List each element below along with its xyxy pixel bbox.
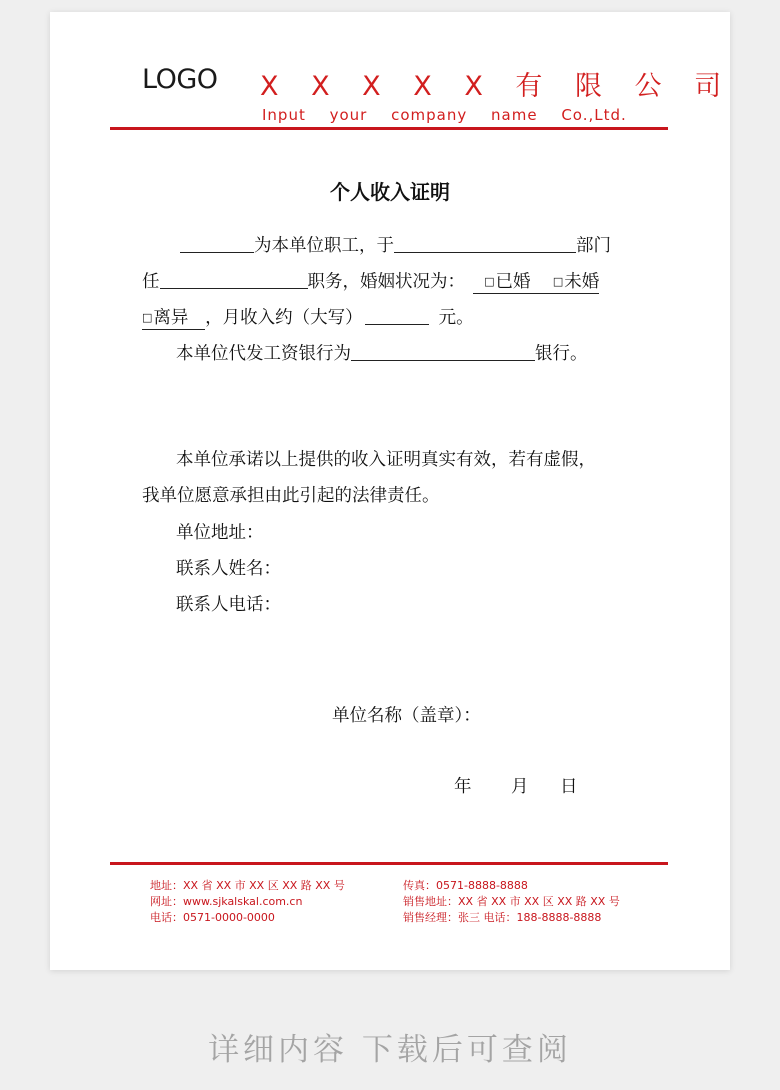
- bank-label: 本单位代发工资银行为: [176, 344, 351, 364]
- employee-name-blank[interactable]: [180, 232, 254, 253]
- header-divider: [110, 127, 668, 130]
- checkbox-icon[interactable]: □: [142, 311, 153, 324]
- address-label: 单位地址：: [176, 523, 264, 543]
- option-married: 已婚: [495, 272, 531, 292]
- bank-suffix: 银行。: [535, 344, 588, 364]
- department-blank[interactable]: [394, 232, 576, 253]
- checkbox-icon[interactable]: □: [552, 275, 564, 288]
- pledge-line-1: 本单位承诺以上提供的收入证明真实有效，若有虚假，: [176, 450, 596, 470]
- document-title: 个人收入证明: [330, 180, 450, 204]
- checkbox-icon[interactable]: □: [484, 275, 495, 288]
- seal-label: 单位名称（盖章）：: [332, 706, 481, 726]
- position-blank[interactable]: [160, 268, 308, 289]
- company-name-en: Input your company name Co.,Ltd.: [262, 106, 627, 123]
- employee-line-text: 为本单位职工，于: [254, 236, 394, 256]
- option-unmarried: 未婚: [564, 272, 600, 292]
- option-divorced: 离异: [153, 308, 189, 328]
- download-note: 详细内容 下载后可查阅: [208, 1032, 572, 1068]
- footer-sales-manager: 销售经理：张三 电话：188-8888-8888: [403, 911, 602, 924]
- logo: LOGO: [142, 64, 218, 95]
- bank-blank[interactable]: [351, 340, 535, 361]
- date-year: 年: [454, 777, 472, 797]
- department-suffix: 部门: [576, 236, 611, 256]
- marital-options: [473, 272, 599, 294]
- income-label: ，月收入约（大写）: [205, 308, 363, 328]
- pledge-line-2: 我单位愿意承担由此引起的法律责任。: [142, 486, 440, 506]
- income-unit: 元。: [438, 308, 474, 328]
- date-month: 月: [511, 777, 529, 797]
- footer-address: 地址：XX 省 XX 市 XX 区 XX 路 XX 号: [150, 879, 345, 892]
- income-blank[interactable]: [365, 304, 429, 325]
- footer-sales-address: 销售地址：XX 省 XX 市 XX 区 XX 路 XX 号: [403, 895, 620, 908]
- marital-status-label: 职务，婚姻状况为：: [307, 272, 465, 292]
- footer-website: 网址：www.sjkalskal.com.cn: [150, 895, 303, 908]
- position-line: [142, 268, 599, 294]
- position-prefix: 任: [142, 272, 160, 292]
- company-name: X X X X X 有 限 公 司: [260, 71, 734, 102]
- document-page: [50, 12, 734, 970]
- date-day: 日: [560, 777, 578, 797]
- employee-line: [180, 232, 611, 258]
- income-line: [142, 304, 474, 330]
- bank-line: [176, 340, 588, 366]
- footer-phone: 电话：0571-0000-0000: [150, 911, 275, 924]
- contact-phone-label: 联系人电话：: [176, 595, 281, 615]
- contact-name-label: 联系人姓名：: [176, 559, 281, 579]
- footer-divider: [110, 862, 668, 865]
- footer-right: [403, 878, 620, 926]
- footer-left: [150, 878, 345, 926]
- divorced-option: [142, 308, 205, 330]
- footer-fax: 传真：0571-8888-8888: [403, 879, 528, 892]
